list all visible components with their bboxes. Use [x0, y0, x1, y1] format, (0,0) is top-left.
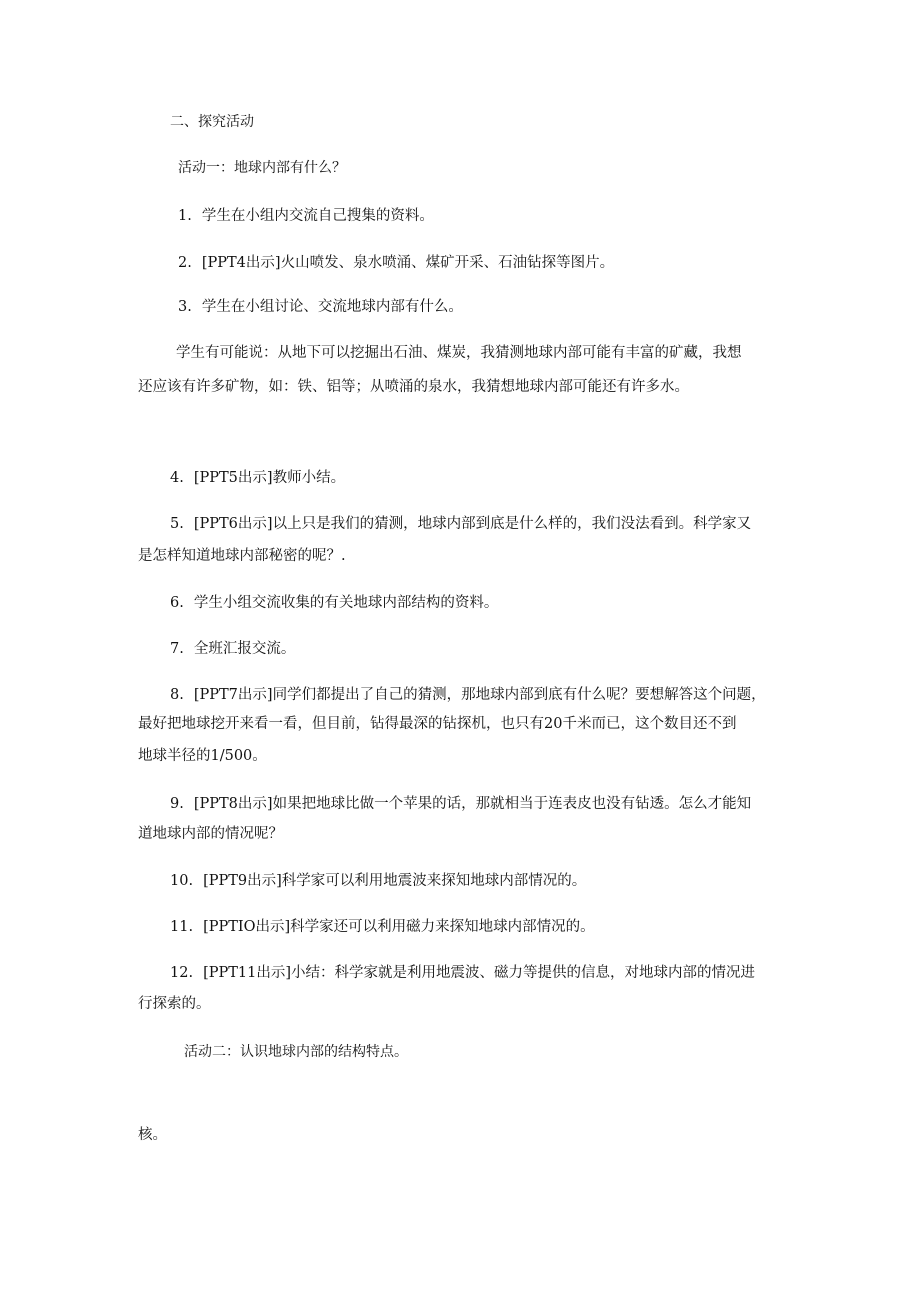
list-item-number: 3. [178, 299, 192, 315]
list-item-text: [PPT6出示]以上只是我们的猜测，地球内部到底是什么样的，我们没法看到。科学家又 [193, 516, 752, 532]
list-item-1 [178, 206, 434, 226]
list-item-text: 全班汇报交流。 [193, 641, 296, 657]
list-item-6 [170, 593, 498, 613]
list-item-text: [PPT7出示]同学们都提出了自己的猜测，那地球内部到底有什么呢？要想解答这个问题， [193, 687, 766, 703]
section-heading: 二、探究活动 [170, 114, 254, 130]
list-item-4 [170, 468, 345, 488]
list-item-8-line-2: 最好把地球挖开来看一看，但目前，钻得最深的钻探机，也只有20千米而已，这个数目还不到 [138, 716, 737, 732]
list-item-11 [170, 917, 595, 937]
student-answer-line-1: 学生有可能说：从地下可以挖掘出石油、煤炭，我猜测地球内部可能有丰富的矿藏，我想 [176, 345, 742, 361]
list-item-9-line-1 [170, 794, 751, 814]
list-item-12-line-1 [170, 963, 755, 983]
list-item-text: [PPT11出示]小结：科学家就是利用地震波、磁力等提供的信息，对地球内部的情况进 [203, 965, 756, 981]
student-answer-line-2: 还应该有许多矿物，如：铁、铝等；从喷涌的泉水，我猜想地球内部可能还有许多水。 [138, 379, 689, 395]
list-item-2 [178, 253, 614, 273]
list-item-number: 8. [170, 687, 184, 703]
list-item-number: 4. [170, 470, 184, 486]
list-item-9-line-2: 道地球内部的情况呢？ [138, 826, 283, 842]
list-item-text: [PPT4出示]火山喷发、泉水喷涌、煤矿开采、石油钻探等图片。 [201, 255, 615, 271]
list-item-text: [PPT5出示]教师小结。 [193, 470, 346, 486]
list-item-7 [170, 639, 295, 659]
trailing-text: 核。 [138, 1127, 167, 1143]
list-item-number: 5. [170, 516, 184, 532]
activity-two-title: 活动二：认识地球内部的结构特点。 [184, 1044, 408, 1060]
list-item-10 [170, 871, 586, 891]
list-item-number: 9. [170, 796, 184, 812]
list-item-8-line-3: 地球半径的1/500。 [138, 748, 267, 764]
list-item-text: [PPTIO出示]科学家还可以利用磁力来探知地球内部情况的。 [203, 919, 595, 935]
list-item-number: 1. [178, 208, 192, 224]
list-item-5-line-1 [170, 514, 751, 534]
list-item-text: 学生小组交流收集的有关地球内部结构的资料。 [193, 595, 499, 611]
list-item-number: 12. [170, 965, 194, 981]
list-item-12-line-2: 行探索的。 [138, 996, 211, 1012]
list-item-text: 学生在小组内交流自己搜集的资料。 [201, 208, 434, 224]
list-item-number: 7. [170, 641, 184, 657]
list-item-number: 2. [178, 255, 192, 271]
list-item-8-line-1 [170, 685, 766, 705]
list-item-5-line-2: 是怎样知道地球内部秘密的呢？. [138, 548, 346, 564]
list-item-text: [PPT8出示]如果把地球比做一个苹果的话，那就相当于连表皮也没有钻透。怎么才能知 [193, 796, 752, 812]
list-item-text: [PPT9出示]科学家可以利用地震波来探知地球内部情况的。 [203, 873, 587, 889]
list-item-number: 6. [170, 595, 184, 611]
list-item-number: 10. [170, 873, 194, 889]
list-item-3 [178, 297, 463, 317]
list-item-text: 学生在小组讨论、交流地球内部有什么。 [201, 299, 463, 315]
activity-one-title: 活动一：地球内部有什么？ [178, 160, 346, 176]
list-item-number: 11. [170, 919, 194, 935]
